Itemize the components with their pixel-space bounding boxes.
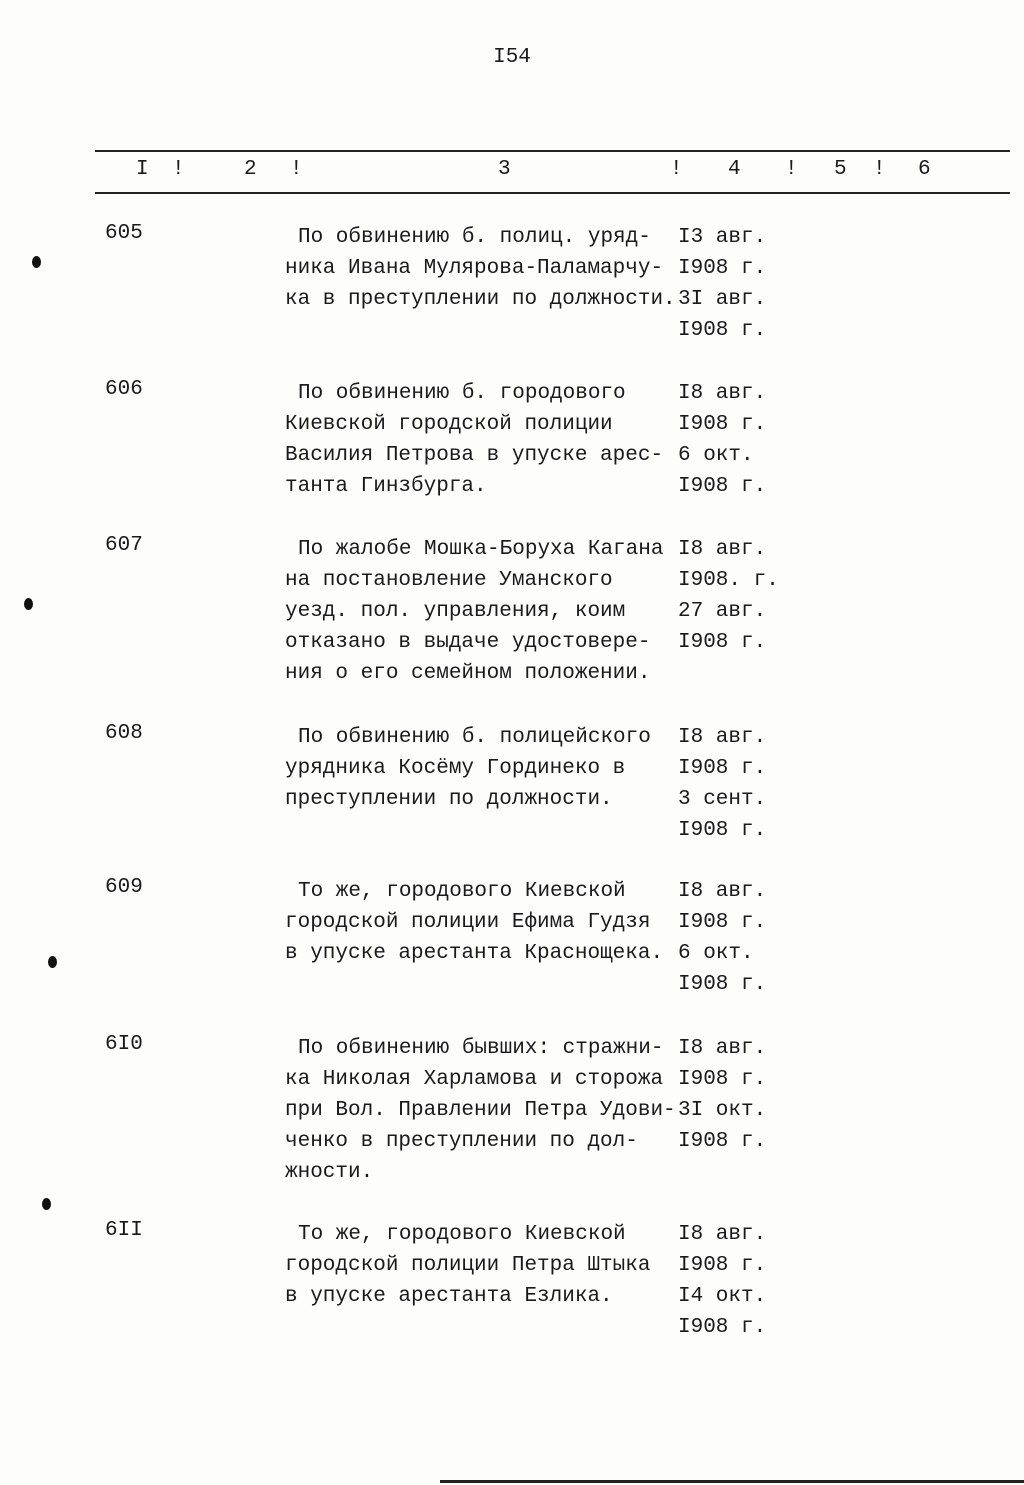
entry-dates bbox=[678, 378, 766, 502]
date-line: 6 окт. bbox=[678, 444, 754, 467]
description-line: городской полиции Ефима Гудзя bbox=[285, 911, 651, 934]
punch-hole-mark bbox=[32, 256, 41, 268]
description-line: По обвинению б. полиц. уряд- bbox=[298, 226, 651, 249]
description-line: Василия Петрова в упуске арес- bbox=[285, 444, 664, 467]
description-line: на постановление Уманского bbox=[285, 569, 613, 592]
date-line: 3I окт. bbox=[678, 1099, 767, 1122]
entry-description bbox=[285, 378, 663, 502]
description-line: ка в преступлении по должности. bbox=[285, 288, 676, 311]
description-line: ченко в преступлении по дол- bbox=[285, 1130, 638, 1153]
date-line: I908 г. bbox=[678, 1254, 767, 1277]
date-line: I908 г. bbox=[678, 319, 767, 342]
entry-dates bbox=[678, 222, 766, 346]
date-line: I908 г. bbox=[678, 631, 767, 654]
date-line: I908 г. bbox=[678, 1316, 767, 1339]
description-line: То же, городового Киевской bbox=[298, 1223, 626, 1246]
description-line: По жалобе Мошка-Боруха Кагана bbox=[298, 538, 664, 561]
column-header: 4 bbox=[728, 158, 741, 181]
column-header: I bbox=[136, 158, 149, 181]
date-line: I8 авг. bbox=[678, 1037, 767, 1060]
description-line: урядника Косёму Гординеко в bbox=[285, 757, 626, 780]
entry-number: 607 bbox=[105, 534, 143, 557]
header-top-rule bbox=[95, 150, 1010, 152]
description-line: отказано в выдаче удостовере- bbox=[285, 631, 651, 654]
date-line: I908 г. bbox=[678, 911, 767, 934]
entry-dates bbox=[678, 534, 779, 658]
entry-dates bbox=[678, 1219, 766, 1343]
date-line: I908 г. bbox=[678, 819, 767, 842]
description-line: при Вол. Правлении Петра Удови- bbox=[285, 1099, 676, 1122]
date-line: I908 г. bbox=[678, 1068, 767, 1091]
description-line: По обвинению б. городового bbox=[298, 382, 626, 405]
column-header: 3 bbox=[498, 158, 511, 181]
date-line: I908 г. bbox=[678, 757, 767, 780]
description-line: ника Ивана Мулярова-Паламарчу- bbox=[285, 257, 664, 280]
column-separator: ! bbox=[172, 158, 185, 181]
description-line: Киевской городской полиции bbox=[285, 413, 613, 436]
column-separator: ! bbox=[785, 158, 798, 181]
description-line: По обвинению бывших: стражни- bbox=[298, 1037, 664, 1060]
date-line: 3I авг. bbox=[678, 288, 767, 311]
description-line: То же, городового Киевской bbox=[298, 880, 626, 903]
entry-number: 609 bbox=[105, 876, 143, 899]
entry-description bbox=[285, 1219, 650, 1312]
entry-number: 606 bbox=[105, 378, 143, 401]
entry-number: 605 bbox=[105, 222, 143, 245]
date-line: 3 сент. bbox=[678, 788, 767, 811]
description-line: в упуске арестанта Краснощека. bbox=[285, 942, 664, 965]
date-line: I908 г. bbox=[678, 413, 767, 436]
date-line: I908. г. bbox=[678, 569, 779, 592]
entry-description bbox=[285, 722, 651, 815]
description-line: городской полиции Петра Штыка bbox=[285, 1254, 651, 1277]
entry-number: 608 bbox=[105, 722, 143, 745]
bottom-rule bbox=[440, 1480, 1024, 1483]
date-line: I8 авг. bbox=[678, 880, 767, 903]
entry-description bbox=[285, 1033, 676, 1188]
description-line: По обвинению б. полицейского bbox=[298, 726, 651, 749]
description-line: преступлении по должности. bbox=[285, 788, 613, 811]
date-line: 6 окт. bbox=[678, 942, 754, 965]
column-header: 6 bbox=[918, 158, 931, 181]
description-line: жности. bbox=[285, 1161, 374, 1184]
page-number: I54 bbox=[493, 46, 531, 69]
description-line: в упуске арестанта Езлика. bbox=[285, 1285, 613, 1308]
date-line: I8 авг. bbox=[678, 1223, 767, 1246]
column-header: 5 bbox=[834, 158, 847, 181]
date-line: I4 окт. bbox=[678, 1285, 767, 1308]
entry-dates bbox=[678, 876, 766, 1000]
date-line: I908 г. bbox=[678, 973, 767, 996]
entry-description bbox=[285, 876, 663, 969]
column-separator: ! bbox=[290, 158, 303, 181]
column-header: 2 bbox=[244, 158, 257, 181]
description-line: ния о его семейном положении. bbox=[285, 662, 651, 685]
entry-number: 6II bbox=[105, 1219, 143, 1242]
date-line: I908 г. bbox=[678, 257, 767, 280]
entry-number: 6I0 bbox=[105, 1033, 143, 1056]
entry-dates bbox=[678, 722, 766, 846]
description-line: уезд. пол. управления, коим bbox=[285, 600, 626, 623]
date-line: I8 авг. bbox=[678, 382, 767, 405]
date-line: I908 г. bbox=[678, 1130, 767, 1153]
punch-hole-mark bbox=[24, 598, 33, 610]
description-line: ка Николая Харламова и сторожа bbox=[285, 1068, 664, 1091]
entry-description bbox=[285, 534, 663, 689]
column-separator: ! bbox=[670, 158, 683, 181]
date-line: I3 авг. bbox=[678, 226, 767, 249]
date-line: I908 г. bbox=[678, 475, 767, 498]
punch-hole-mark bbox=[42, 1198, 51, 1210]
date-line: I8 авг. bbox=[678, 538, 767, 561]
entry-description bbox=[285, 222, 676, 315]
description-line: танта Гинзбурга. bbox=[285, 475, 487, 498]
column-separator: ! bbox=[873, 158, 886, 181]
date-line: I8 авг. bbox=[678, 726, 767, 749]
entry-dates bbox=[678, 1033, 766, 1157]
punch-hole-mark bbox=[48, 956, 57, 968]
header-bottom-rule bbox=[95, 192, 1010, 194]
date-line: 27 авг. bbox=[678, 600, 767, 623]
